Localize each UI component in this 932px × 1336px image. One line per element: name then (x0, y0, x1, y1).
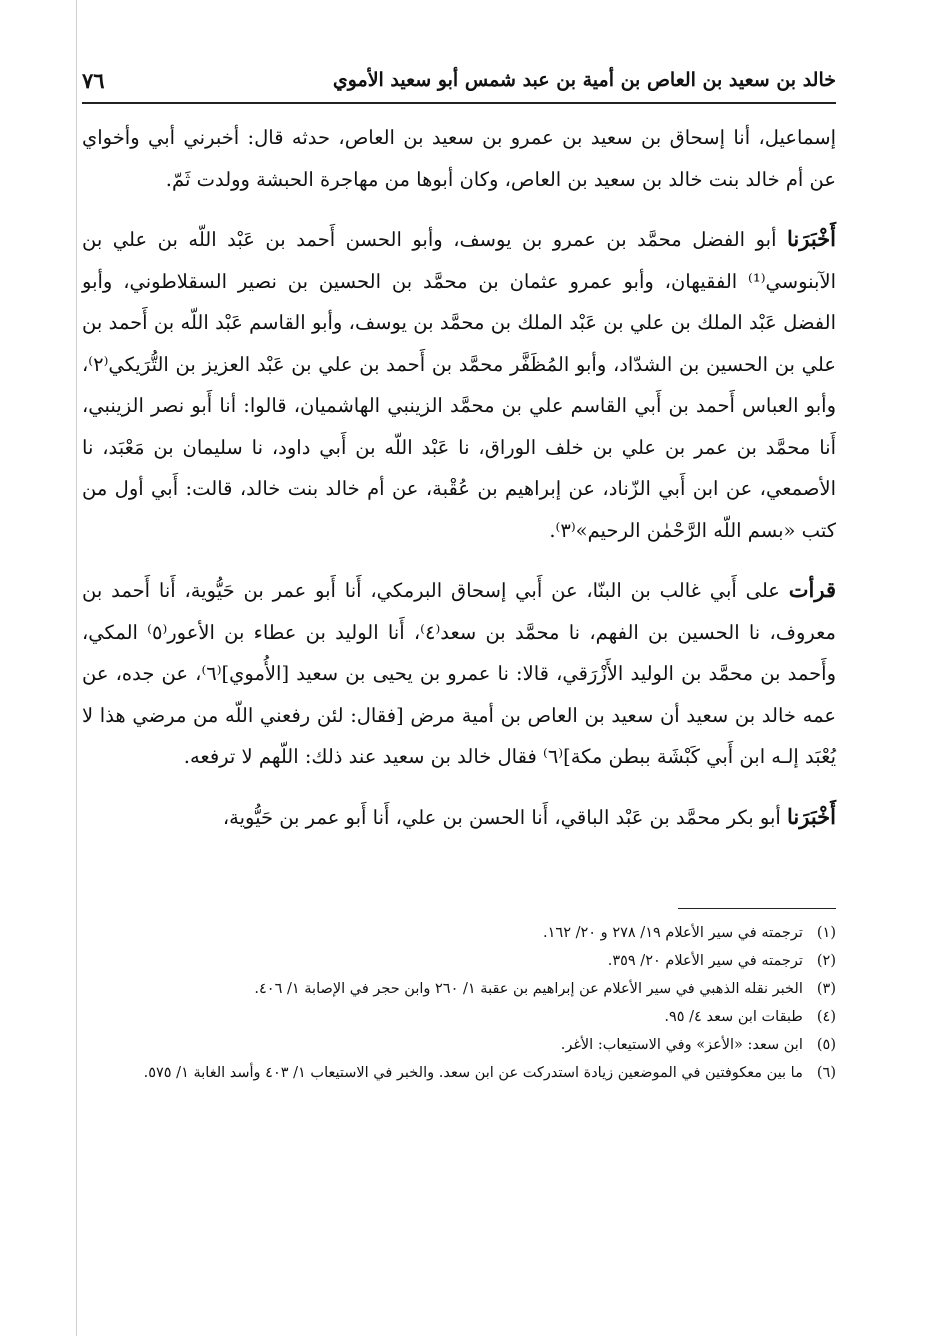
footnote-number: (٥) (816, 1037, 836, 1053)
paragraph-4 (82, 796, 836, 839)
footnote-text: ترجمته في سير الأعلام ٢٠/ ٣٥٩. (607, 953, 803, 969)
footnote-number: (٢) (816, 953, 836, 969)
page-header (82, 60, 836, 104)
paragraph-lead: أَخْبَرَنا (787, 226, 836, 251)
footnote-text: طبقات ابن سعد ٤/ ٩٥. (664, 1009, 803, 1025)
footnote-item (82, 919, 836, 947)
paragraph-3 (82, 569, 836, 778)
footnote-item (82, 1059, 836, 1087)
main-text (82, 116, 836, 838)
footnote-item (82, 1003, 836, 1031)
paragraph-text: على أَبي غالب بن البنّا، عن أَبي إسحاق البرمكي، أَنا أَبو عمر بن حَيُّوية، أَنا أَحمد بن معروف، نا الحسين بن الفهم، نا محمَّد بن سعد⁽٤⁾، أَنا الوليد بن عطاء بن الأعور⁽٥⁾ المكي، وأَحمد بن محمَّد بن الوليد الأَزْرَقي، قالا: نا عمرو بن يحيى بن سعيد [الأُموي]⁽٦⁾، عن جده، عن عمه خالد بن سعيد أن سعيد بن العاص بن أمية مرض [فقال: لئن رفعني اللّه من مرضي هذا لا يُعْبَد إلـه ابن أَبي كَبْشَة ببطن مكة]⁽٦⁾ فقال خالد بن سعيد عند ذلك: اللّهم لا ترفعه. (82, 579, 836, 768)
footnotes (82, 919, 836, 1087)
paragraph-1 (82, 116, 836, 200)
footnote-text: ابن سعد: «الأعز» وفي الاستيعاب: الأغر. (560, 1037, 803, 1053)
paragraph-lead: قرأت (788, 577, 836, 602)
footnote-text: الخبر نقله الذهبي في سير الأعلام عن إبراهيم بن عقبة ١/ ٢٦٠ وابن حجر في الإصابة ١/ ٤٠٦. (254, 981, 803, 997)
scan-edge-line (76, 0, 77, 1336)
paragraph-2 (82, 218, 836, 551)
footnote-item (82, 1031, 836, 1059)
footnote-number: (٣) (816, 981, 836, 997)
page-number: ٧٦ (82, 67, 105, 93)
running-title: خالد بن سعيد بن العاص بن أمية بن عبد شمس أبو سعيد الأموي (332, 69, 836, 91)
footnote-item (82, 975, 836, 1003)
footnote-number: (٤) (816, 1009, 836, 1025)
footnote-text: ترجمته في سير الأعلام ١٩/ ٢٧٨ و ٢٠/ ١٦٢. (543, 925, 803, 941)
paragraph-text: إسماعيل، أنا إسحاق بن سعيد بن عمرو بن سعيد بن العاص، حدثه قال: أخبرني أبي وأخواي عن أم خالد بنت خالد بن سعيد بن العاص، وكان أبوها من مهاجرة الحبشة وولدت ثَمّ. (82, 126, 836, 191)
paragraph-text: أبو الفضل محمَّد بن عمرو بن يوسف، وأبو الحسن أَحمد بن عَبْد اللّه بن علي بن الآبنوسي⁽¹⁾ الفقيهان، وأبو عمرو عثمان بن محمَّد بن الحسين بن نصير السقلاطوني، وأبو الفضل عَبْد الملك بن علي بن عَبْد الملك بن محمَّد بن يوسف، وأبو القاسم عَبْد اللّه بن أَحمد بن علي بن الحسين بن الشدّاد، وأبو المُظَفَّر محمَّد بن أَحمد بن علي بن عَبْد العزيز بن التُّرَيكي⁽٢⁾، وأبو العباس أَحمد بن أَبي القاسم علي بن محمَّد الزينبي الهاشميان، قالوا: أنا أَبو نصر الزينبي، أَنا محمَّد بن عمر بن علي بن خلف الوراق، نا عَبْد اللّه بن أَبي داود، نا سليمان بن مَعْبَد، نا الأصمعي، عن ابن أَبي الزّناد، عن إبراهيم بن عُقْبة، عن أم خالد بنت خالد، قالت: أَبي أول من كتب «بسم اللّه الرَّحْمٰن الرحيم»⁽٣⁾. (82, 228, 836, 542)
footnote-number: (١) (816, 925, 836, 941)
book-page (82, 60, 836, 1316)
paragraph-text: أبو بكر محمَّد بن عَبْد الباقي، أَنا الحسن بن علي، أَنا أَبو عمر بن حَيُّوية، (222, 805, 788, 829)
footnote-number: (٦) (816, 1065, 836, 1081)
footnote-item (82, 947, 836, 975)
paragraph-lead: أَخْبَرَنا (787, 803, 836, 829)
footnote-text: ما بين معكوفتين في الموضعين زيادة استدركت عن ابن سعد. والخبر في الاستيعاب ١/ ٤٠٣ وأسد الغابة ١/ ٥٧٥. (143, 1065, 803, 1081)
footnote-divider (678, 908, 836, 909)
